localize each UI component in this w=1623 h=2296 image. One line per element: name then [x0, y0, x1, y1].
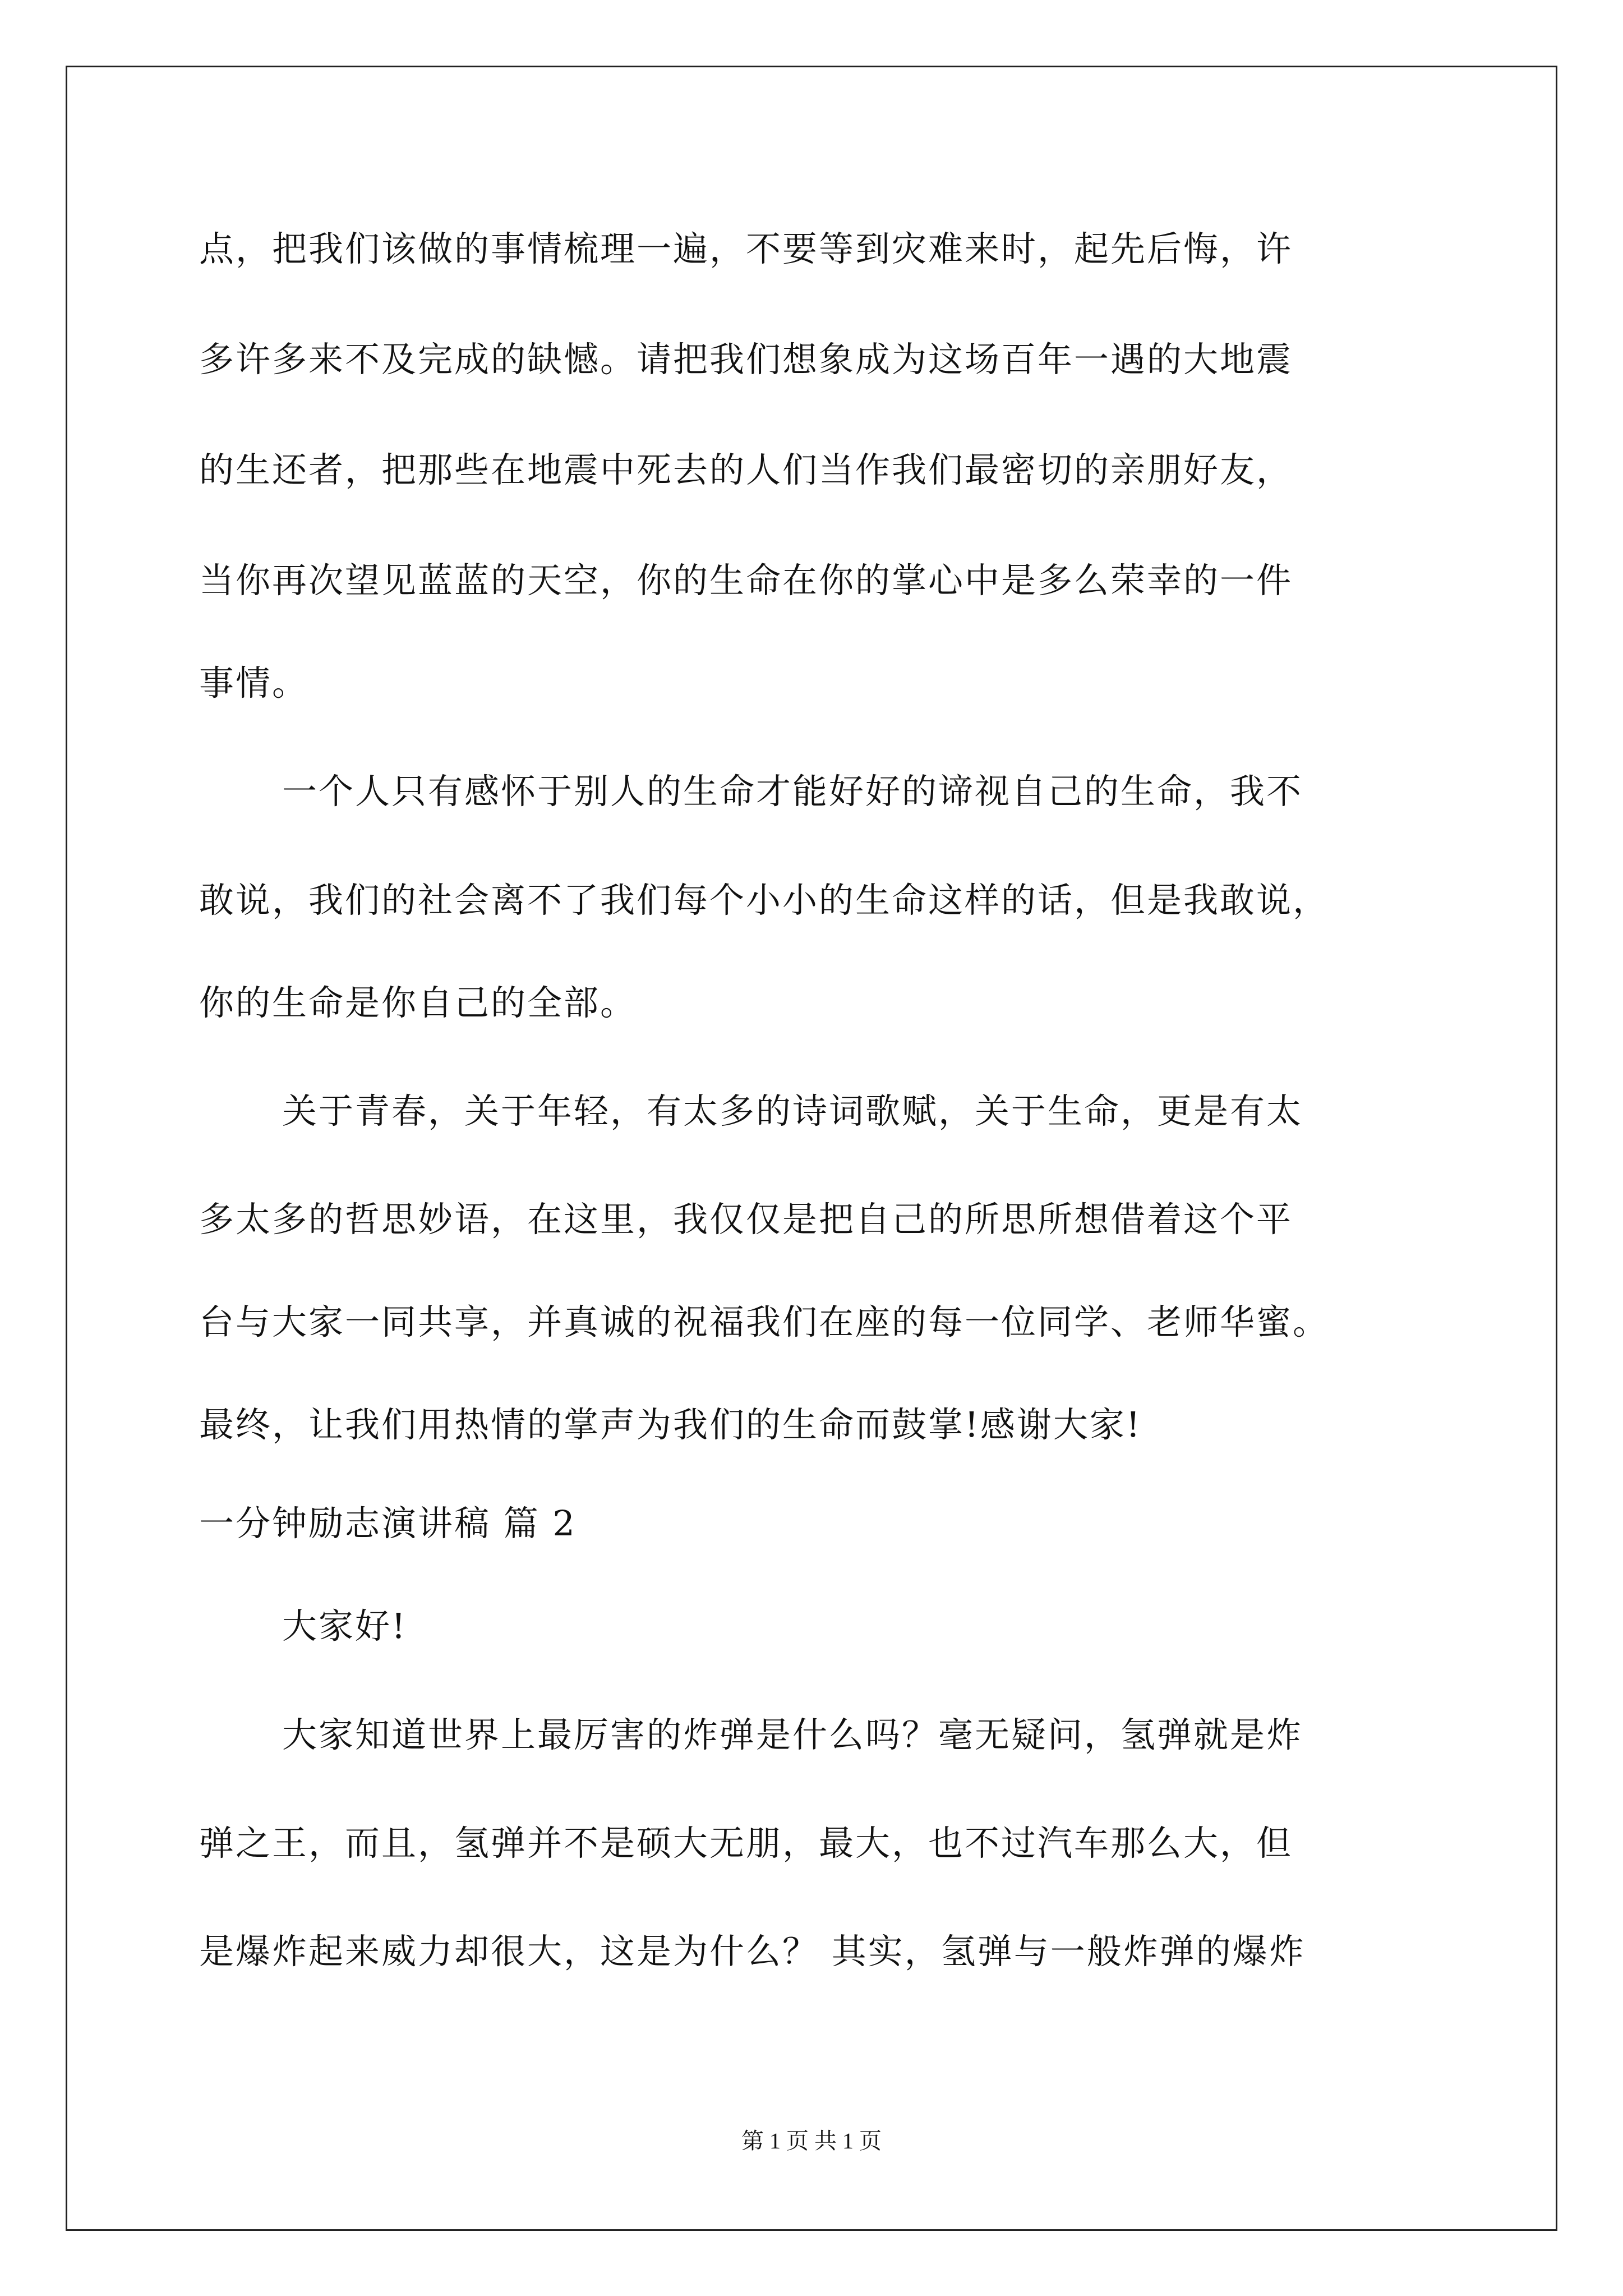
page-border — [66, 66, 1557, 2231]
text-line: 当你再次望见蓝蓝的天空，你的生命在你的掌心中是多么荣幸的一件 — [199, 560, 1293, 601]
text-line: 最终，让我们用热情的掌声为我们的生命而鼓掌!感谢大家! — [199, 1404, 1142, 1445]
text-line: 弹之王，而且，氢弹并不是硕大无朋，最大，也不过汽车那么大，但 — [199, 1823, 1293, 1864]
text-line: 多太多的哲思妙语，在这里，我仅仅是把自己的所思所想借着这个平 — [199, 1199, 1293, 1240]
page-footer: 第 1 页 共 1 页 — [741, 2128, 882, 2154]
text-line: 事情。 — [199, 662, 309, 703]
text-line: 你的生命是你自己的全部。 — [199, 982, 637, 1023]
text-line: 台与大家一同共享，并真诚的祝福我们在座的每一位同学、老师华蜜。 — [199, 1301, 1330, 1342]
text-line: 的生还者，把那些在地震中死去的人们当作我们最密切的亲朋好友， — [199, 449, 1293, 490]
greeting-line: 大家好! — [282, 1605, 407, 1646]
section-heading: 一分钟励志演讲稿 篇 2 — [199, 1503, 577, 1544]
paragraph-start-line: 大家知道世界上最厉害的炸弹是什么吗？毫无疑问，氢弹就是炸 — [282, 1714, 1303, 1755]
text-line: 点，把我们该做的事情梳理一遍，不要等到灾难来时，起先后悔，许 — [199, 228, 1293, 269]
text-line: 是爆炸起来威力却很大，这是为什么？ 其实，氢弹与一般炸弹的爆炸 — [199, 1931, 1306, 1972]
paragraph-start-line: 一个人只有感怀于别人的生命才能好好的谛视自己的生命，我不 — [282, 771, 1303, 812]
text-line: 多许多来不及完成的缺憾。请把我们想象成为这场百年一遇的大地震 — [199, 339, 1293, 380]
text-line: 敢说，我们的社会离不了我们每个小小的生命这样的话，但是我敢说， — [199, 880, 1330, 921]
paragraph-start-line: 关于青春，关于年轻，有太多的诗词歌赋，关于生命，更是有太 — [282, 1091, 1303, 1131]
